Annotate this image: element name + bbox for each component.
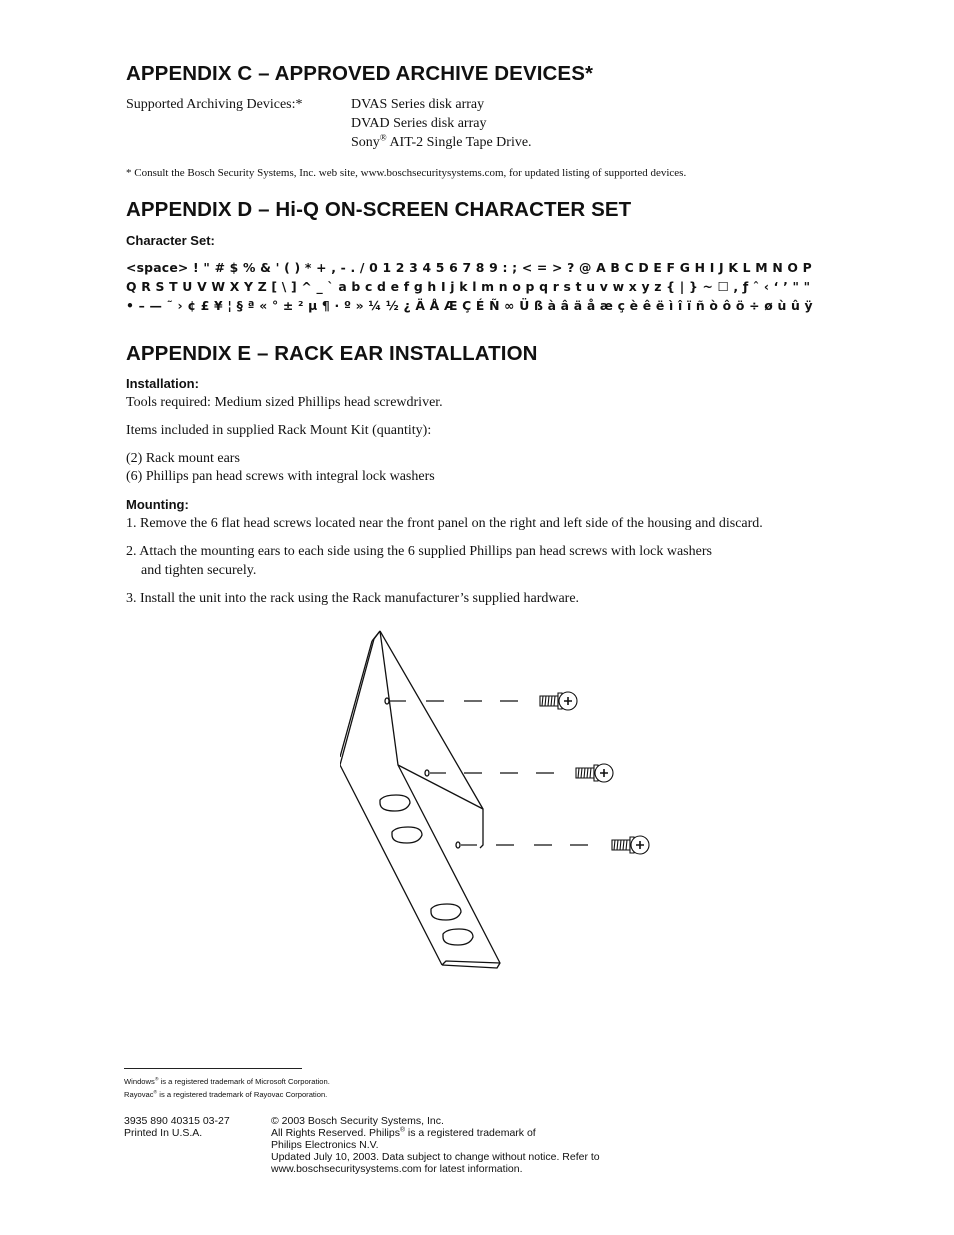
kit-items-intro: Items included in supplied Rack Mount Kit (quantity): <box>126 423 432 438</box>
tools-required: Tools required: Medium sized Phillips head screwdriver. <box>126 395 443 410</box>
character-set-heading: Character Set: <box>126 233 215 248</box>
rights-reserved: All Rights Reserved. Philips® is a registered trademark of <box>271 1126 536 1139</box>
mounting-step-continuation: and tighten securely. <box>141 563 257 578</box>
character-set-line: • – — ˜ › ¢ £ ¥ ¦ § ª « ° ± ² µ ¶ · º » ¼ ½ ¿ Ä Å Æ Ç É Ñ ∞ Ü ß à â ä å æ ç è ê ë ì î ï ñ ò ô ö ÷ ø ù û ÿ <box>126 298 813 313</box>
printed-in: Printed In U.S.A. <box>124 1127 203 1139</box>
mounting-step: 2. Attach the mounting ears to each side using the 6 supplied Phillips pan head screws with lock washers <box>126 544 712 559</box>
device-item: DVAD Series disk array <box>351 116 487 131</box>
footnote-divider <box>124 1068 302 1069</box>
copyright: © 2003 Bosch Security Systems, Inc. <box>271 1115 444 1127</box>
archive-devices-label: Supported Archiving Devices:* <box>126 97 303 112</box>
device-item: Sony® AIT-2 Single Tape Drive. <box>351 132 532 150</box>
character-set-line: Q R S T U V W X Y Z [ \ ] ^ _ ` a b c d e f g h I j k l m n o p q r s t u v w x y z { | } ~ ☐ , ƒ ˆ ‹ ‘ ’ " " <box>126 279 811 294</box>
character-set-line: <space> ! " # $ % & ' ( ) * + , - . / 0 1 2 3 4 5 6 7 8 9 : ; < = > ? @ A B C D E F G H I J K L M N O P <box>126 260 812 275</box>
kit-item: (2) Rack mount ears <box>126 451 240 466</box>
kit-item: (6) Phillips pan head screws with integral lock washers <box>126 469 435 484</box>
mounting-step: 1. Remove the 6 flat head screws located near the front panel on the right and left side of the housing and discard. <box>126 516 763 531</box>
trademark-footnote: Windows® is a registered trademark of Microsoft Corporation. <box>124 1077 330 1086</box>
phillips-screw-icon <box>576 764 613 782</box>
mounting-step: 3. Install the unit into the rack using the Rack manufacturer’s supplied hardware. <box>126 591 580 606</box>
alignment-lines <box>390 701 588 845</box>
installation-heading: Installation: <box>126 376 199 391</box>
trademark-footnote: Rayovac® is a registered trademark of Rayovac Corporation. <box>124 1090 328 1099</box>
appendix-c-note: * Consult the Bosch Security Systems, Inc. web site, www.boschsecuritysystems.com, for updated listing of supported devices. <box>126 167 687 179</box>
philips-nv: Philips Electronics N.V. <box>271 1139 379 1151</box>
appendix-c-title: APPENDIX C – APPROVED ARCHIVE DEVICES* <box>126 62 594 85</box>
rack-ear-bracket <box>340 631 500 968</box>
rack-ear-diagram <box>340 625 650 975</box>
document-number: 3935 890 40315 03-27 <box>124 1115 230 1127</box>
website-notice: www.boschsecuritysystems.com for latest information. <box>271 1163 523 1175</box>
device-item: DVAS Series disk array <box>351 97 485 112</box>
updated-notice: Updated July 10, 2003. Data subject to change without notice. Refer to <box>271 1151 600 1163</box>
mounting-heading: Mounting: <box>126 497 189 512</box>
appendix-d-title: APPENDIX D – Hi-Q ON-SCREEN CHARACTER SET <box>126 198 632 221</box>
phillips-screw-icon <box>612 836 649 854</box>
appendix-e-title: APPENDIX E – RACK EAR INSTALLATION <box>126 342 538 365</box>
phillips-screw-icon <box>540 692 577 710</box>
